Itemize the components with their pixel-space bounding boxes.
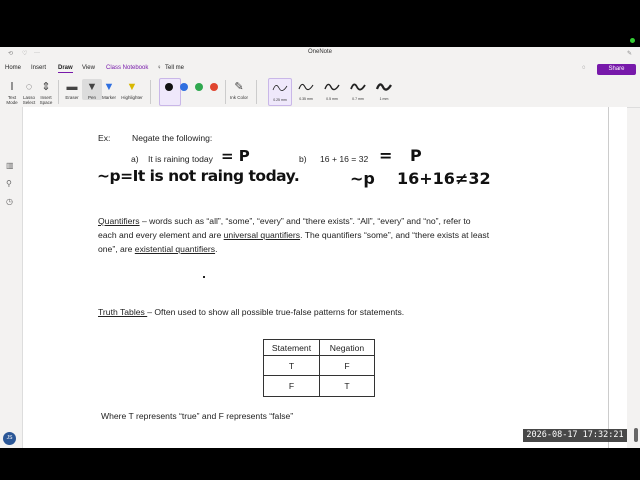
color-swatch-blue[interactable] <box>180 83 188 91</box>
recent-icon[interactable]: ◷ <box>6 197 13 206</box>
insert-space-icon: ⇕ <box>41 81 51 93</box>
ink-annotation: = P <box>379 146 428 165</box>
pen-size-label: 1 mm <box>379 97 389 101</box>
marker-label: Marker <box>101 95 116 100</box>
item-b-text: 16 + 16 = 32 <box>320 154 369 164</box>
ribbon-divider <box>58 80 59 104</box>
truth-tables-line <box>98 307 404 317</box>
quantifiers-line-2 <box>98 230 489 240</box>
table-row <box>264 376 375 397</box>
existential-quantifiers-term: existential quantifiers <box>134 244 216 254</box>
page-margin-line <box>608 107 609 448</box>
search-icon[interactable]: ⚲ <box>6 179 12 188</box>
pen-size-option[interactable] <box>268 78 292 106</box>
marker-button[interactable] <box>99 79 119 100</box>
pen-size-option[interactable] <box>373 78 395 104</box>
pen-size-option[interactable] <box>295 78 317 104</box>
tab-insert[interactable]: Insert <box>31 65 47 71</box>
undo-icon[interactable]: ♡ <box>22 51 28 57</box>
pen-size-option[interactable] <box>321 78 343 104</box>
color-swatch-green[interactable] <box>195 83 203 91</box>
quantifiers-term: Quantifiers <box>98 216 140 226</box>
ink-color-label: Ink Color <box>229 95 248 100</box>
lasso-icon: ◌ <box>25 81 33 93</box>
tab-view[interactable]: View <box>82 65 95 71</box>
squiggle-icon <box>295 78 317 96</box>
scrollbar-thumb[interactable] <box>634 428 638 442</box>
insert-space-label: Insert Space <box>39 95 53 105</box>
text-mode-label: Text Mode <box>6 95 18 105</box>
pen-size-option[interactable] <box>347 78 369 104</box>
insert-space-button[interactable] <box>36 79 56 105</box>
table-cell: F <box>320 356 375 376</box>
share-label: Share <box>608 66 625 72</box>
tab-draw[interactable]: Draw <box>58 65 73 71</box>
sync-icon[interactable]: ⟲ <box>8 51 14 57</box>
squiggle-icon <box>321 78 343 96</box>
ink-annotation: = P <box>221 147 250 165</box>
highlighter-icon: ▼ <box>126 81 138 93</box>
pen-icon: ▼ <box>86 81 98 93</box>
table-header: Statement <box>264 340 320 356</box>
more-icon[interactable]: ··· <box>34 50 40 56</box>
ink-color-button[interactable] <box>229 79 249 100</box>
universal-quantifiers-term: universal quantifiers <box>223 230 301 240</box>
timestamp-overlay: 2026-08-17 17:32:21 <box>523 429 627 442</box>
squiggle-icon <box>269 79 291 97</box>
pen-size-label: 0.35 mm <box>299 97 313 101</box>
eraser-icon: ▬ <box>66 81 78 93</box>
table-header-row <box>264 340 375 356</box>
quantifiers-definition: – words such as “all”, “some”, “every” and “there exists”. “All”, “every” and “no”, refer to <box>139 216 471 226</box>
example-label: Ex: <box>98 133 111 143</box>
pen-size-label: 0.25 mm <box>273 98 287 102</box>
window-title: OneNote <box>307 49 332 55</box>
item-b-label: b) <box>299 154 307 164</box>
tab-class-notebook[interactable]: Class Notebook <box>106 65 149 71</box>
item-a-label: a) <box>131 154 139 164</box>
ink-annotation: ~p=It is not raing today. <box>97 167 300 185</box>
menu-bar <box>0 63 640 75</box>
table-cell: T <box>264 356 320 376</box>
table-row <box>264 356 375 376</box>
table-cell: F <box>264 376 320 397</box>
example-instruction: Negate the following: <box>132 133 213 143</box>
table-header: Negation <box>320 340 375 356</box>
ribbon-divider <box>256 80 257 104</box>
ink-dot <box>203 276 205 278</box>
left-sidebar <box>0 107 23 448</box>
eraser-button[interactable] <box>62 79 82 100</box>
color-swatch-red[interactable] <box>210 83 218 91</box>
table-cell: T <box>320 376 375 397</box>
pen-size-label: 0.7 mm <box>352 97 364 101</box>
quantifiers-text: . The quantifiers “some”, and “there exists at least <box>300 230 490 240</box>
recording-indicator <box>630 38 635 43</box>
tab-home[interactable]: Home <box>5 65 22 71</box>
item-a-text: It is raining today <box>148 154 213 164</box>
color-swatch-black[interactable] <box>165 83 173 91</box>
footer-note: Where T represents “true” and F represents “false” <box>101 411 294 421</box>
quantifiers-text: one”, are <box>98 244 135 254</box>
lightbulb-icon: ♀ <box>157 65 162 71</box>
quantifiers-line-3 <box>98 244 217 254</box>
quantifiers-line-1 <box>98 216 471 226</box>
eraser-label: Eraser <box>65 95 79 100</box>
title-bar <box>0 47 640 61</box>
truth-tables-term: Truth Tables <box>98 307 148 317</box>
ink-color-icon: ✎ <box>234 81 244 93</box>
lasso-select-label: Lasso Select <box>22 95 36 105</box>
notebooks-icon[interactable]: ▥ <box>6 161 14 170</box>
quantifiers-text: . <box>215 244 218 254</box>
comment-icon[interactable]: ◌ <box>582 65 586 71</box>
squiggle-icon <box>373 78 395 96</box>
truth-tables-definition: – Often used to show all possible true-false patterns for statements. <box>147 307 405 317</box>
highlighter-label: Highlighter <box>121 95 143 100</box>
squiggle-icon <box>347 78 369 96</box>
share-button[interactable] <box>597 64 636 75</box>
draw-ribbon <box>0 77 640 108</box>
marker-icon: ▼ <box>103 81 115 93</box>
ink-annotation: 16+16≠32 <box>397 169 491 188</box>
pen-label: Pen <box>87 95 96 100</box>
ribbon-divider <box>225 80 226 104</box>
truth-table <box>263 339 375 397</box>
pen-mode-icon[interactable]: ✎ <box>627 51 633 57</box>
text-mode-icon: Ⅰ <box>10 81 14 93</box>
avatar[interactable]: JS <box>3 432 16 445</box>
highlighter-button[interactable] <box>120 79 144 100</box>
ribbon-divider <box>150 80 151 104</box>
pen-size-label: 0.5 mm <box>326 97 338 101</box>
ink-annotation: ~p <box>350 169 375 188</box>
quantifiers-text: each and every element and are <box>98 230 224 240</box>
tell-me[interactable]: Tell me <box>165 65 185 71</box>
